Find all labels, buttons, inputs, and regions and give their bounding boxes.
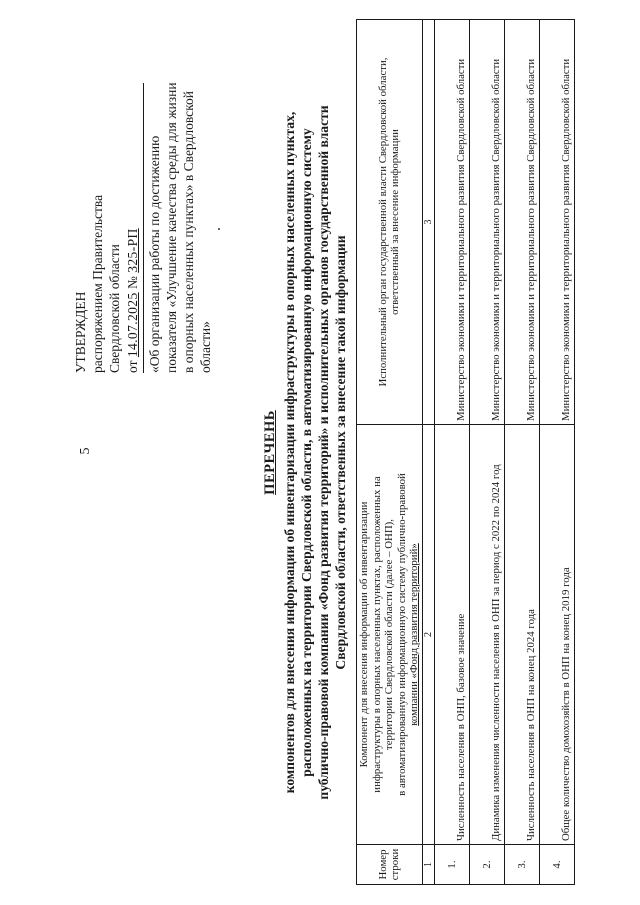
stray-mark <box>218 228 220 230</box>
header-responsible: Исполнительный орган государственной власти Свердловской области, ответственный за внесение информации <box>357 20 423 425</box>
header-component-line: Компонент для внесения информации об инвентаризации <box>358 501 370 768</box>
document-subtitle <box>281 20 349 885</box>
header-component <box>357 425 423 845</box>
approval-divider <box>143 83 144 373</box>
approval-number: 325-РП <box>124 228 140 273</box>
row-number: 2. <box>469 845 504 885</box>
table-row <box>504 20 539 885</box>
document-title-block <box>262 20 349 885</box>
approval-date: 14.07.2025 <box>124 292 140 358</box>
approval-line-1: распоряжением Правительства <box>90 194 106 373</box>
column-number: 1 <box>422 845 434 885</box>
table-header-row <box>357 20 423 885</box>
row-number: 4. <box>539 845 574 885</box>
number-prefix: № <box>124 276 140 290</box>
components-table <box>356 19 575 885</box>
approval-date-line <box>124 73 141 373</box>
row-component: Численность населения в ОНП на конец 2024 года <box>504 425 539 845</box>
column-number: 2 <box>422 425 434 845</box>
page-number: 5 <box>78 447 93 455</box>
row-component: Численность населения в ОНП, базовое значение <box>434 425 469 845</box>
header-component-line: территории Свердловской области (далее – ОНП), <box>383 519 396 750</box>
row-responsible: Министерство экономики и территориального развития Свердловской области <box>434 20 469 425</box>
table-row <box>469 20 504 885</box>
document-title: ПЕРЕЧЕНЬ <box>262 410 278 495</box>
header-component-line: в автоматизированную информационную систему публично-правовой <box>395 473 408 796</box>
row-responsible: Министерство экономики и территориального развития Свердловской области <box>469 20 504 425</box>
row-number: 1. <box>434 845 469 885</box>
header-component-line: компании «Фонд развития территорий» <box>408 543 421 726</box>
row-component: Динамика изменения численности населения в ОНП за период с 2022 по 2024 год <box>469 425 504 845</box>
table-row <box>434 20 469 885</box>
date-prefix: от <box>124 360 140 373</box>
row-component: Общее количество домохозяйств в ОНП на конец 2019 года <box>539 425 574 845</box>
approval-subject: «Об организации работы по достижению показателя «Улучшение качества среды для жизни в опорных населенных пунктах» в Свердловской области» <box>146 82 214 373</box>
subtitle-line-2: расположенных на территории Свердловской области, в автоматизированную информационную систему <box>299 128 314 777</box>
approval-line-2: Свердловской области <box>107 244 123 373</box>
subtitle-line-1: компонентов для внесения информации об инвентаризации инфраструктуры в опорных населенных пунктах, <box>282 111 297 794</box>
header-row-number: Номер строки <box>357 845 423 885</box>
approval-stamp <box>72 73 215 373</box>
column-number: 3 <box>422 20 434 425</box>
row-number: 3. <box>504 845 539 885</box>
header-component-line: инфраструктуры в опорных населенных пунктах, расположенных на <box>370 476 383 793</box>
row-responsible: Министерство экономики и территориального развития Свердловской области <box>504 20 539 425</box>
approval-heading: УТВЕРЖДЕН <box>73 291 88 373</box>
subtitle-line-3: публично-правовой компании «Фонд развития территорий» и исполнительных органов государственной власти <box>316 105 331 800</box>
subtitle-line-4: Свердловской области, ответственных за внесение такой информации <box>333 235 348 670</box>
table-row <box>539 20 574 885</box>
column-numbers-row <box>422 20 434 885</box>
row-responsible: Министерство экономики и территориального развития Свердловской области <box>539 20 574 425</box>
